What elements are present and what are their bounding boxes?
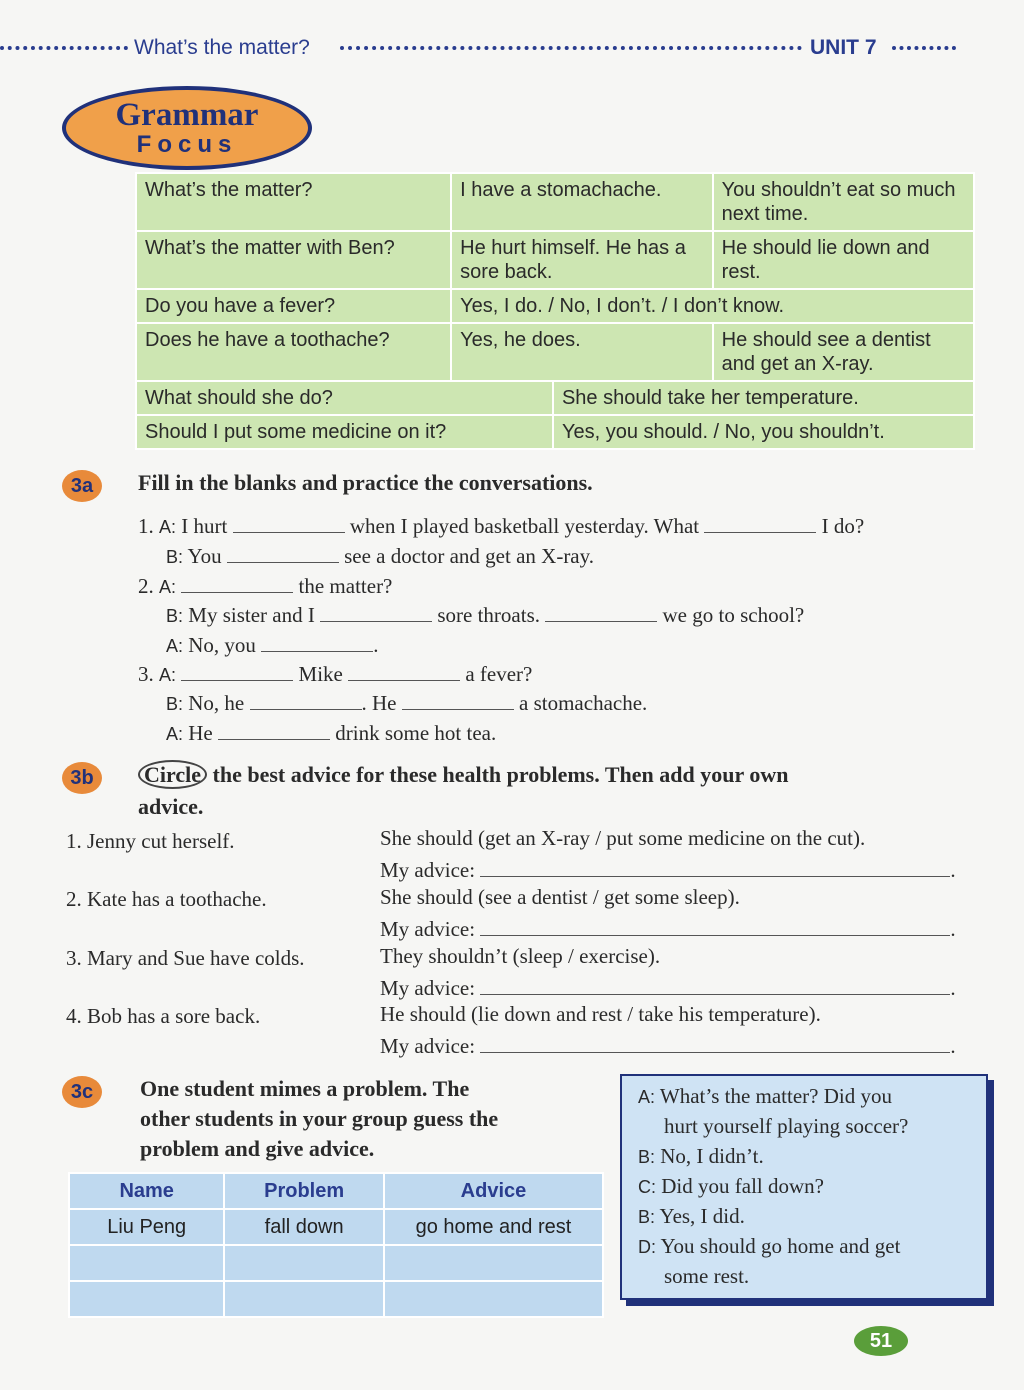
table-cell: Does he have a toothache? [136, 323, 451, 381]
exercise-3a-line-2a [138, 572, 392, 599]
table-cell: You shouldn’t eat so much next time. [713, 173, 974, 231]
table-row [69, 1245, 603, 1281]
blank-field[interactable] [545, 601, 657, 622]
table-cell: Should I put some medicine on it? [136, 415, 553, 449]
blank-field[interactable] [402, 689, 514, 710]
header-title: What’s the matter? [134, 36, 310, 59]
exercise-3a-line-2b [166, 601, 804, 628]
line-text: . [373, 633, 379, 657]
section-3a-badge: 3a [62, 470, 102, 502]
speaker-label: C: [638, 1177, 656, 1197]
my-advice-label: My advice: [380, 917, 476, 941]
table-row [69, 1281, 603, 1317]
table-row [136, 289, 974, 323]
line-text: see a doctor and get an X-ray. [344, 544, 595, 568]
my-advice-row-3: My advice: . [380, 976, 956, 1000]
table-cell: I have a stomachache. [451, 173, 712, 231]
problem-4: 4. Bob has a sore back. [66, 1004, 261, 1028]
table-cell: Yes, he does. [451, 323, 712, 381]
item-number: 1. [138, 514, 154, 538]
grammar-focus-title: Grammar [115, 97, 259, 133]
advice-choice-2[interactable]: She should (see a dentist / get some sleep). [380, 885, 740, 909]
table-cell: He hurt himself. He has a sore back. [451, 231, 712, 289]
my-advice-row-4: My advice: . [380, 1034, 956, 1058]
blank-field[interactable] [704, 512, 816, 533]
section-3c-title-line2: other students in your group guess the [140, 1106, 499, 1131]
blank-field[interactable] [181, 572, 293, 593]
my-advice-input[interactable] [480, 915, 950, 936]
line-text: I hurt [181, 514, 228, 538]
my-advice-input[interactable] [480, 856, 950, 877]
line-text: No, he [188, 691, 245, 715]
line-text: You should go home and get [660, 1234, 901, 1258]
circle-word: Circle [138, 760, 207, 789]
my-advice-input[interactable] [480, 974, 950, 995]
speaker-label: B: [166, 606, 184, 626]
advice-choice-1[interactable]: She should (get an X-ray / put some medicine on the cut). [380, 826, 866, 850]
advice-choice-4[interactable]: He should (lie down and rest / take his temperature). [380, 1002, 821, 1026]
grammar-focus-table [135, 172, 975, 450]
mime-table [68, 1172, 604, 1318]
section-3a-title: Fill in the blanks and practice the conversations. [138, 470, 593, 495]
exercise-3a-line-3a [138, 660, 532, 687]
exercise-3a-line-1b [166, 542, 594, 569]
my-advice-input[interactable] [480, 1032, 950, 1053]
speaker-label: B: [638, 1147, 656, 1167]
exercise-3a-line-3b [166, 689, 647, 716]
table-cell[interactable] [69, 1281, 224, 1317]
table-header-row [69, 1173, 603, 1209]
problem-1: 1. Jenny cut herself. [66, 829, 235, 853]
table-cell: fall down [224, 1209, 384, 1245]
table-row [136, 231, 974, 289]
conversation-line [638, 1174, 824, 1199]
grammar-focus-badge [62, 86, 312, 170]
table-cell: What should she do? [136, 381, 553, 415]
line-text: You [187, 544, 222, 568]
column-header-name: Name [69, 1173, 224, 1209]
speaker-label: D: [638, 1237, 656, 1257]
header-dots-middle [340, 46, 802, 50]
line-text: the matter? [298, 574, 393, 598]
blank-field[interactable] [233, 512, 345, 533]
table-cell: Yes, you should. / No, you shouldn’t. [553, 415, 974, 449]
my-advice-row-2: My advice: . [380, 917, 956, 941]
line-text: a stomachache. [519, 691, 648, 715]
line-text: we go to school? [662, 603, 805, 627]
speaker-label: A: [166, 636, 184, 656]
table-cell[interactable] [69, 1245, 224, 1281]
line-text: I do? [821, 514, 865, 538]
item-number: 3. [138, 662, 154, 686]
speaker-label: B: [638, 1207, 656, 1227]
line-text: sore throats. [437, 603, 540, 627]
my-advice-label: My advice: [380, 858, 476, 882]
my-advice-row-1: My advice: . [380, 858, 956, 882]
blank-field[interactable] [261, 631, 373, 652]
table-cell[interactable] [224, 1245, 384, 1281]
table-cell: Yes, I do. / No, I don’t. / I don’t know. [451, 289, 974, 323]
line-text: Did you fall down? [661, 1174, 824, 1198]
problem-2: 2. Kate has a toothache. [66, 887, 267, 911]
section-3c-badge: 3c [62, 1076, 102, 1108]
line-text: No, I didn’t. [660, 1144, 764, 1168]
table-cell: Liu Peng [69, 1209, 224, 1245]
line-text: Mike [298, 662, 343, 686]
conversation-line [638, 1204, 745, 1229]
speaker-label: A: [166, 724, 184, 744]
conversation-line [638, 1144, 764, 1169]
header-unit: UNIT 7 [810, 36, 877, 59]
table-cell: What’s the matter with Ben? [136, 231, 451, 289]
table-cell: Do you have a fever? [136, 289, 451, 323]
line-text: What’s the matter? Did you [659, 1084, 892, 1108]
line-text: . He [361, 691, 397, 715]
conversation-line: some rest. [664, 1264, 750, 1288]
my-advice-label: My advice: [380, 976, 476, 1000]
conversation-line [638, 1084, 892, 1109]
section-3c-title-line1: One student mimes a problem. The [140, 1076, 470, 1101]
section-3b-badge: 3b [62, 762, 102, 794]
table-row [69, 1209, 603, 1245]
line-text: when I played basketball yesterday. What [349, 514, 700, 538]
page-number: 51 [854, 1326, 908, 1356]
conversation-box [620, 1074, 988, 1300]
table-row [136, 415, 974, 449]
header-dots-right [892, 46, 956, 50]
speaker-label: A: [159, 517, 177, 537]
grammar-focus-subtitle: Focus [136, 131, 238, 158]
table-cell: What’s the matter? [136, 173, 451, 231]
table-cell[interactable] [384, 1245, 603, 1281]
conversation-line: hurt yourself playing soccer? [664, 1114, 909, 1138]
table-cell: go home and rest [384, 1209, 603, 1245]
table-cell: He should see a dentist and get an X-ray. [713, 323, 974, 381]
my-advice-label: My advice: [380, 1034, 476, 1058]
blank-field[interactable] [218, 719, 330, 740]
exercise-3a-line-2c [166, 631, 378, 658]
section-3c-title-line3: problem and give advice. [140, 1136, 375, 1161]
line-text: Yes, I did. [659, 1204, 745, 1228]
page-header [0, 36, 1000, 66]
line-text: No, you [188, 633, 256, 657]
exercise-3a-line-1a [138, 512, 864, 539]
speaker-label: A: [159, 665, 177, 685]
table-cell[interactable] [384, 1281, 603, 1317]
line-text: My sister and I [188, 603, 315, 627]
speaker-label: A: [159, 577, 177, 597]
line-text: a fever? [465, 662, 533, 686]
table-cell: She should take her temperature. [553, 381, 974, 415]
table-row [136, 381, 974, 415]
blank-field[interactable] [227, 542, 339, 563]
speaker-label: A: [638, 1087, 656, 1107]
table-row [136, 323, 974, 381]
exercise-3a-line-3c [166, 719, 496, 746]
table-cell: He should lie down and rest. [713, 231, 974, 289]
advice-choice-3[interactable]: They shouldn’t (sleep / exercise). [380, 944, 661, 968]
header-dots-left [0, 46, 128, 50]
blank-field[interactable] [348, 660, 460, 681]
blank-field[interactable] [250, 689, 362, 710]
blank-field[interactable] [181, 660, 293, 681]
table-row [136, 173, 974, 231]
problem-3: 3. Mary and Sue have colds. [66, 946, 305, 970]
speaker-label: B: [166, 694, 184, 714]
table-cell[interactable] [224, 1281, 384, 1317]
blank-field[interactable] [320, 601, 432, 622]
column-header-problem: Problem [224, 1173, 384, 1209]
section-3b-title-line2: advice. [138, 794, 204, 819]
line-text: drink some hot tea. [335, 721, 497, 745]
section-3b-title-text: the best advice for these health problems. Then add your own [212, 762, 789, 787]
item-number: 2. [138, 574, 154, 598]
speaker-label: B: [166, 547, 184, 567]
line-text: He [188, 721, 213, 745]
conversation-line [638, 1234, 900, 1259]
section-3b-title [138, 762, 788, 788]
column-header-advice: Advice [384, 1173, 603, 1209]
